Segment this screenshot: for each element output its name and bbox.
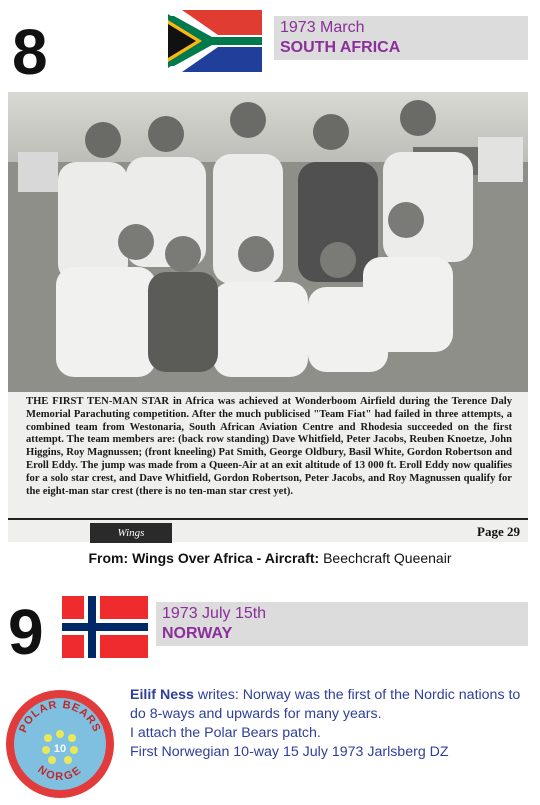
wings-logo: Wings [90, 523, 172, 543]
entry-8-date: 1973 March [280, 19, 365, 36]
divider-line [8, 518, 528, 520]
polar-bears-patch [4, 688, 116, 800]
entry-9-date: 1973 July 15th [162, 605, 267, 622]
aircraft-value: Beechcraft Queenair [319, 550, 452, 566]
source-publication: Wings Over Africa [132, 550, 253, 566]
writeup-paragraph [130, 686, 536, 724]
entry-8-header [274, 16, 528, 60]
entry-8-country: SOUTH AFRICA [280, 39, 401, 56]
writeup-line-2: I attach the Polar Bears patch. [130, 725, 321, 741]
writeup-author: Eilif Ness [130, 687, 194, 703]
aircraft-label: Aircraft: [264, 550, 320, 566]
writeup-line-1: writes: Norway was the first of the Nordic nations to do 8-ways and upwards for many years. [130, 687, 521, 722]
patch-top-text: POLAR BEARS [17, 698, 103, 735]
entry-9-header [156, 602, 528, 646]
clipping-caption: THE FIRST TEN-MAN STAR in Africa was achieved at Wonderboom Airfield during the Terence Daly Memorial Parachuting competition. After the much publicised "Team Fiat" had failed in three attempts, a combined team from Westonaria, South African Aviation Centre and Rhodesia succeeded on the first attempt. The team members are: (back row standing) Dave Whitfield, Peter Jacobs, Reuben Knoetze, John Higgins, Roy Magnussen; (front kneeling) Pat Smith, George Oldbury, Basil White, Gordon Robertson and Eroll Eddy. The jump was made from a Queen-Air at an exit altitude of 13 000 ft. Eroll Eddy now qualifies for a solo star crest, and Dave Whitfield, Gordon Robertson, Peter Jacobs, and Roy Magnussen qualify for the eight-man star crest (there is no ten-man star crest yet). [26, 396, 512, 497]
writeup-line-3: First Norwegian 10-way 15 July 1973 Jarlsberg DZ [130, 744, 449, 760]
norway-flag-icon [62, 596, 148, 658]
patch-bottom-text: NORGE [35, 763, 85, 784]
entry-number-8: 8 [12, 16, 48, 88]
patch-center-label: 10 [53, 743, 67, 755]
team-photo [8, 92, 528, 392]
source-line [0, 550, 540, 566]
source-sep: - [252, 550, 265, 566]
newspaper-clipping [8, 92, 528, 542]
page-number: Page 29 [477, 524, 520, 539]
writeup [130, 686, 536, 762]
south-africa-flag-icon [168, 10, 262, 72]
entry-number-9: 9 [8, 596, 44, 668]
source-prefix: From: [88, 550, 133, 566]
entry-9-country: NORWAY [162, 625, 233, 642]
